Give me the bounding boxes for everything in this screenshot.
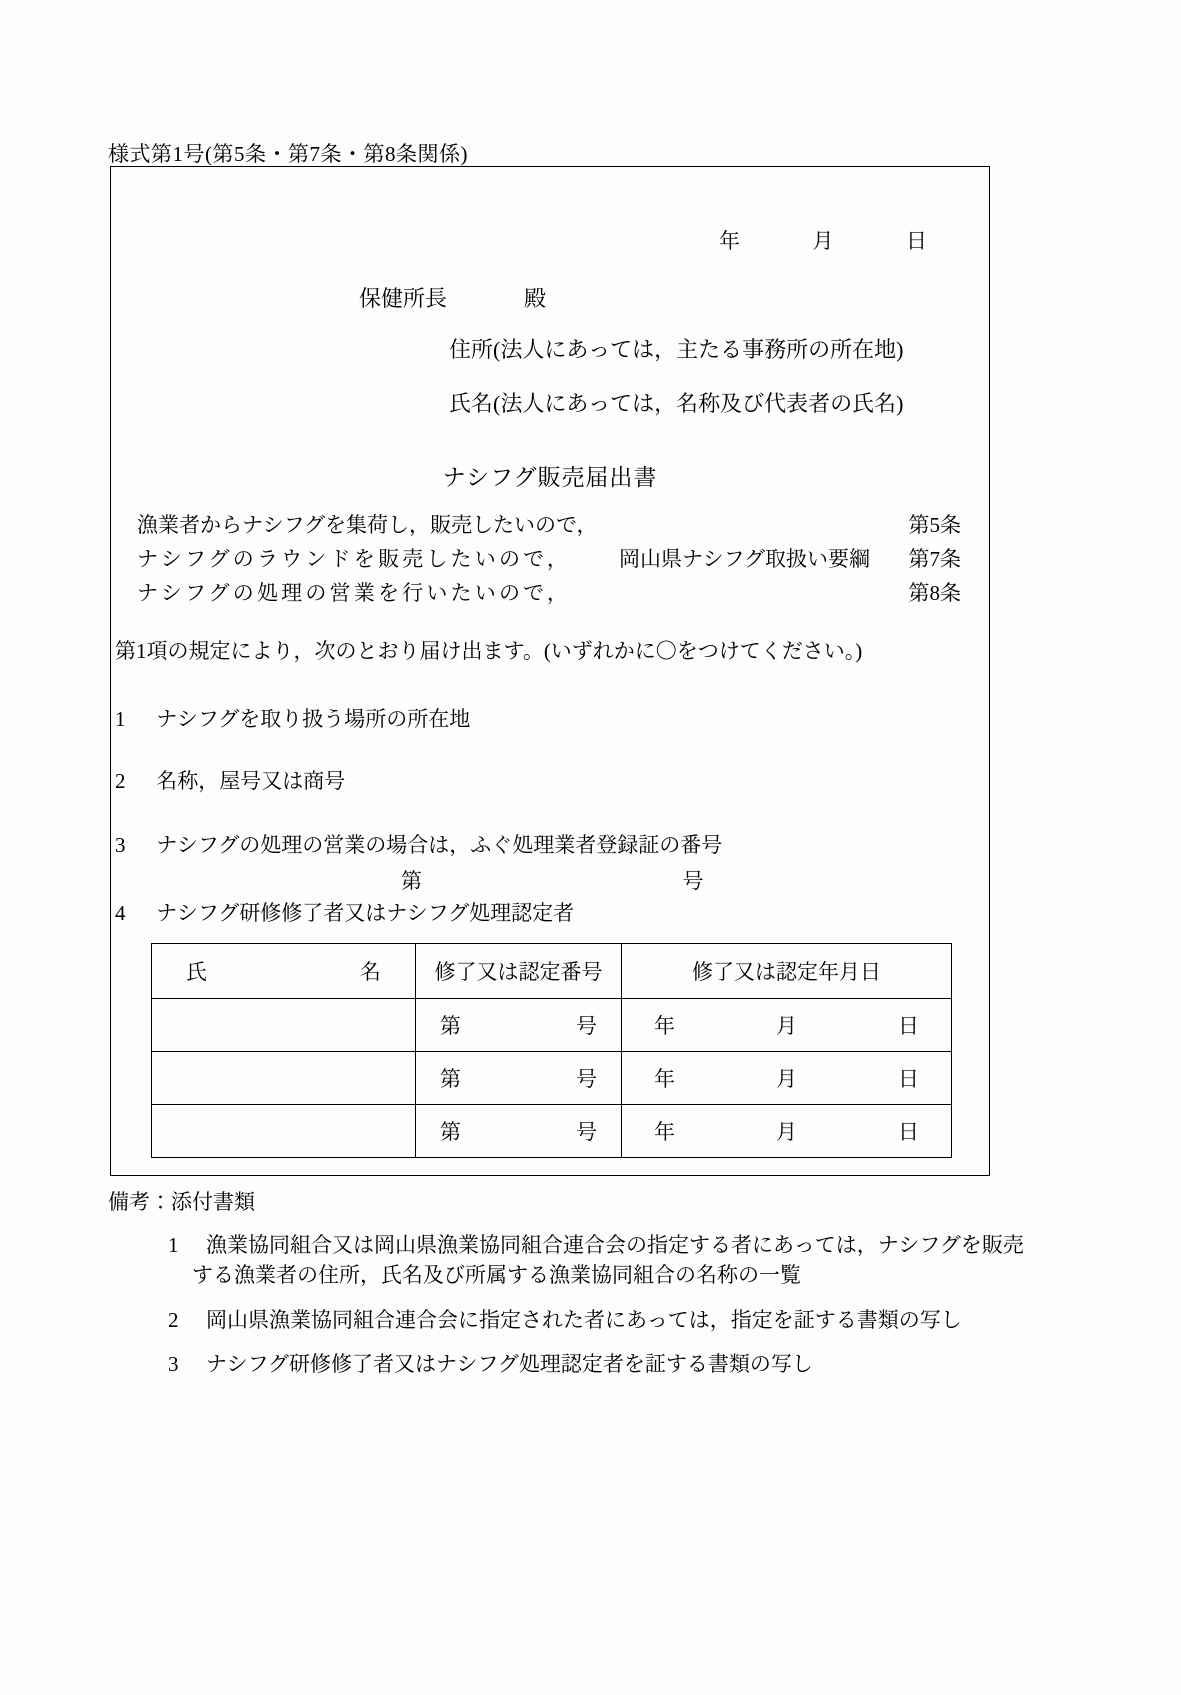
cell-name[interactable] xyxy=(152,1052,416,1105)
cell-number-suffix: 号 xyxy=(576,1120,597,1144)
reason-option-3[interactable] xyxy=(111,577,989,611)
form-item-1-label: ナシフグを取り扱う場所の所在地 xyxy=(156,707,471,731)
cell-date-day: 日 xyxy=(898,1120,919,1144)
column-header-name-left: 氏 xyxy=(186,960,207,984)
form-item-3 xyxy=(115,829,722,859)
form-item-2-label: 名称，屋号又は商号 xyxy=(156,769,346,793)
form-number-heading: 様式第1号(第5条・第7条・第8条関係) xyxy=(108,142,468,166)
remark-item-1-line2: する漁業者の住所，氏名及び所属する漁業協同組合の名称の一覧 xyxy=(192,1263,801,1288)
reason-option-2-article: 第7条 xyxy=(908,547,961,571)
registration-number-prefix: 第 xyxy=(401,869,422,893)
form-body-box xyxy=(110,166,990,1176)
remark-item-1 xyxy=(108,1230,1028,1291)
reason-options-group xyxy=(111,509,989,611)
form-item-4 xyxy=(115,897,574,927)
table-row[interactable] xyxy=(152,999,952,1052)
cell-date-month: 月 xyxy=(776,1120,797,1144)
ordinance-title-label: 岡山県ナシフグ取扱い要綱 xyxy=(619,547,870,571)
cell-date-year: 年 xyxy=(654,1067,675,1091)
cell-date-day: 日 xyxy=(898,1067,919,1091)
cell-number[interactable] xyxy=(416,1052,622,1105)
form-item-2-number: 2 xyxy=(115,769,126,793)
cell-date[interactable] xyxy=(622,1105,952,1158)
table-row[interactable] xyxy=(152,1105,952,1158)
form-item-4-label: ナシフグ研修修了者又はナシフグ処理認定者 xyxy=(156,901,575,925)
cell-name[interactable] xyxy=(152,999,416,1052)
form-item-2 xyxy=(115,765,345,795)
remark-item-3-line1: ナシフグ研修修了者又はナシフグ処理認定者を証する書類の写し xyxy=(206,1352,813,1377)
remarks-section xyxy=(108,1186,1028,1380)
cell-date-month: 月 xyxy=(776,1014,797,1038)
cell-date-day: 日 xyxy=(898,1014,919,1038)
addressee-line xyxy=(359,282,546,313)
registration-number-suffix: 号 xyxy=(682,869,704,893)
column-header-name-right: 名 xyxy=(360,960,381,984)
date-month-label: 月 xyxy=(812,229,834,253)
date-day-label: 日 xyxy=(906,229,927,253)
form-item-3-number: 3 xyxy=(115,833,126,857)
cell-number[interactable] xyxy=(416,999,622,1052)
registration-number-entry[interactable] xyxy=(401,865,704,895)
certification-table xyxy=(151,943,952,1158)
cell-date[interactable] xyxy=(622,1052,952,1105)
remark-item-1-line1: 漁業協同組合又は岡山県漁業協同組合連合会の指定する者にあっては，ナシフグを販売 xyxy=(206,1233,1024,1257)
form-item-1 xyxy=(115,703,470,733)
applicant-name-label: 氏名(法人にあっては，名称及び代表者の氏名) xyxy=(449,391,904,416)
reason-option-3-text: ナシフグの処理の営業を行いたいので， xyxy=(137,581,572,605)
column-header-number: 修了又は認定番号 xyxy=(416,944,622,999)
health-center-director-label: 保健所長 xyxy=(359,286,448,311)
reason-option-1-text: 漁業者からナシフグを集荷し，販売したいので， xyxy=(137,513,598,537)
certification-table-header-row xyxy=(152,944,952,999)
remark-item-2 xyxy=(108,1305,1028,1335)
remark-item-2-number: 2 xyxy=(168,1307,179,1332)
remark-item-2-line1: 岡山県漁業協同組合連合会に指定された者にあっては，指定を証する書類の写し xyxy=(206,1307,962,1332)
applicant-address-label: 住所(法人にあっては，主たる事務所の所在地) xyxy=(449,337,904,362)
cell-number-suffix: 号 xyxy=(576,1014,597,1038)
remarks-title: 備考：添付書類 xyxy=(108,1190,255,1214)
reason-option-1-article: 第5条 xyxy=(908,513,961,537)
cell-date[interactable] xyxy=(622,999,952,1052)
reason-option-2-text: ナシフグのラウンドを販売したいので， xyxy=(137,547,572,571)
form-item-4-number: 4 xyxy=(115,901,126,925)
cell-number-prefix: 第 xyxy=(440,1067,461,1091)
cell-number-suffix: 号 xyxy=(576,1067,597,1091)
cell-name[interactable] xyxy=(152,1105,416,1158)
cell-date-year: 年 xyxy=(654,1014,675,1038)
reason-option-2[interactable] xyxy=(111,543,989,577)
date-line xyxy=(719,225,927,255)
document-title: ナシフグ販売届出書 xyxy=(442,465,658,490)
cell-date-month: 月 xyxy=(776,1067,797,1091)
remark-item-3-number: 3 xyxy=(168,1352,179,1377)
column-header-date: 修了又は認定年月日 xyxy=(622,944,952,999)
cell-number-prefix: 第 xyxy=(440,1120,461,1144)
reason-option-3-article: 第8条 xyxy=(908,581,961,605)
remark-item-1-number: 1 xyxy=(168,1233,179,1257)
cell-date-year: 年 xyxy=(654,1120,675,1144)
table-row[interactable] xyxy=(152,1052,952,1105)
cell-number[interactable] xyxy=(416,1105,622,1158)
date-year-label: 年 xyxy=(719,229,740,253)
honorific-label: 殿 xyxy=(524,286,547,311)
remark-item-3 xyxy=(108,1349,1028,1379)
reason-option-1[interactable] xyxy=(111,509,989,543)
column-header-name xyxy=(152,944,416,999)
cell-number-prefix: 第 xyxy=(440,1014,461,1038)
form-item-1-number: 1 xyxy=(115,707,126,731)
clause-sentence: 第1項の規定により，次のとおり届け出ます。(いずれかに〇をつけてください。) xyxy=(115,639,863,663)
form-item-3-label: ナシフグの処理の営業の場合は，ふぐ処理業者登録証の番号 xyxy=(156,833,723,857)
